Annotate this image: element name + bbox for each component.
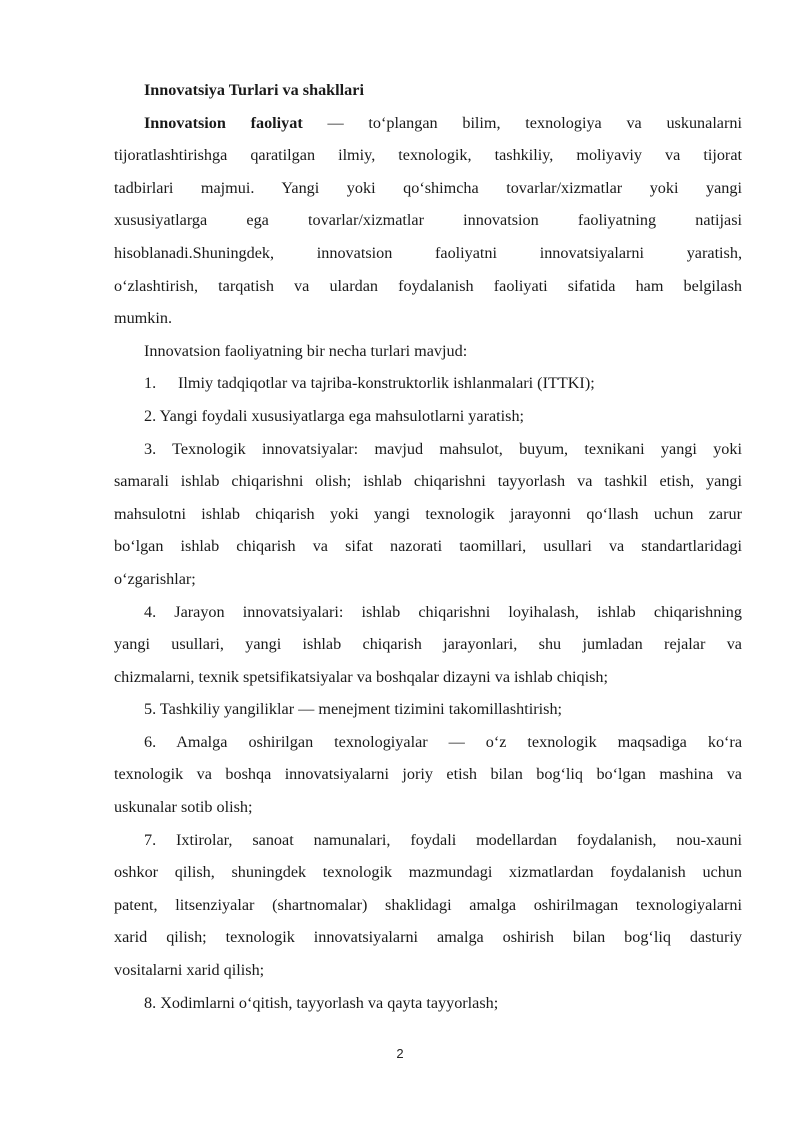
list-item-3-line3: mahsulotni ishlab chiqarish yoki yangi texnologik jarayonni qo‘llash uchun zarur [114, 504, 742, 523]
list-item-1-number: 1. [144, 374, 157, 393]
list-item-3-line2: samarali ishlab chiqarishni olish; ishlab chiqarishni tayyorlash va tashkil etish, yangi [114, 472, 742, 491]
para1-line1 [114, 107, 742, 140]
para1-line5: hisoblanadi.Shuningdek, innovatsion faoliyatni innovatsiyalarni yaratish, [114, 243, 742, 262]
list-item-4-line2: yangi usullari, yangi ishlab chiqarish jarayonlari, shu jumladan rejalar va [114, 635, 742, 654]
term-innovatsion-faoliyat: Innovatsion faoliyat [144, 113, 303, 132]
list-item-1 [114, 367, 742, 400]
list-item-4-line1: 4. Jarayon innovatsiyalari: ishlab chiqarishni loyihalash, ishlab chiqarishning [144, 602, 742, 621]
list-item-3-line5: o‘zgarishlar; [114, 569, 196, 588]
list-intro: Innovatsion faoliyatning bir necha turlari mavjud: [144, 341, 468, 360]
list-item-5: 5. Tashkiliy yangiliklar — menejment tizimini takomillashtirish; [144, 700, 563, 719]
list-item-6-line1: 6. Amalga oshirilgan texnologiyalar — o‘z texnologik maqsadiga ko‘ra [144, 732, 742, 751]
para1-line4: xususiyatlarga ega tovarlar/xizmatlar innovatsion faoliyatning natijasi [114, 211, 742, 230]
document-page [114, 74, 742, 1019]
list-item-6-line2: texnologik va boshqa innovatsiyalarni joriy etish bilan bog‘liq bo‘lgan mashina va [114, 765, 742, 784]
list-item-2: 2. Yangi foydali xususiyatlarga ega mahsulotlarni yaratish; [144, 406, 525, 425]
list-item-1-text: Ilmiy tadqiqotlar va tajriba-konstruktorlik ishlanmalari (ITTKI); [178, 374, 595, 393]
list-item-4-line3: chizmalarni, texnik spetsifikatsiyalar va boshqalar dizayni va ishlab chiqish; [114, 667, 609, 686]
section-heading: Innovatsiya Turlari va shakllari [144, 81, 364, 99]
para1-line6: o‘zlashtirish, tarqatish va ulardan foydalanish faoliyati sifatida ham belgilash [114, 276, 742, 295]
para1-line7: mumkin. [114, 309, 173, 328]
list-item-6-line3: uskunalar sotib olish; [114, 798, 253, 817]
list-item-3-line1: 3. Texnologik innovatsiyalar: mavjud mahsulot, buyum, texnikani yangi yoki [144, 439, 742, 458]
list-item-7-line1: 7. Ixtirolar, sanoat namunalari, foydali modellardan foydalanish, nou-xauni [144, 830, 742, 849]
list-item-7-line5: vositalarni xarid qilish; [114, 961, 265, 980]
list-item-7-line2: oshkor qilish, shuningdek texnologik mazmundagi xizmatlardan foydalanish uchun [114, 863, 742, 882]
para1-line2: tijoratlashtirishga qaratilgan ilmiy, texnologik, tashkiliy, moliyaviy va tijorat [114, 146, 742, 165]
list-item-8: 8. Xodimlarni o‘qitish, tayyorlash va qayta tayyorlash; [144, 993, 499, 1012]
list-item-3-line4: bo‘lgan ishlab chiqarish va sifat nazorati taomillari, usullari va standartlaridagi [114, 537, 742, 556]
list-item-7-line4: xarid qilish; texnologik innovatsiyalarni amalga oshirish bilan bog‘liq dasturiy [114, 928, 742, 947]
para1-line1-rest: — to‘plangan bilim, texnologiya va uskunalarni [302, 113, 742, 132]
para1-line3: tadbirlari majmui. Yangi yoki qo‘shimcha tovarlar/xizmatlar yoki yangi [114, 178, 742, 197]
list-item-7-line3: patent, litsenziyalar (shartnomalar) shaklidagi amalga oshirilmagan texnologiyalarni [114, 895, 742, 914]
page-number: 2 [396, 1046, 404, 1061]
